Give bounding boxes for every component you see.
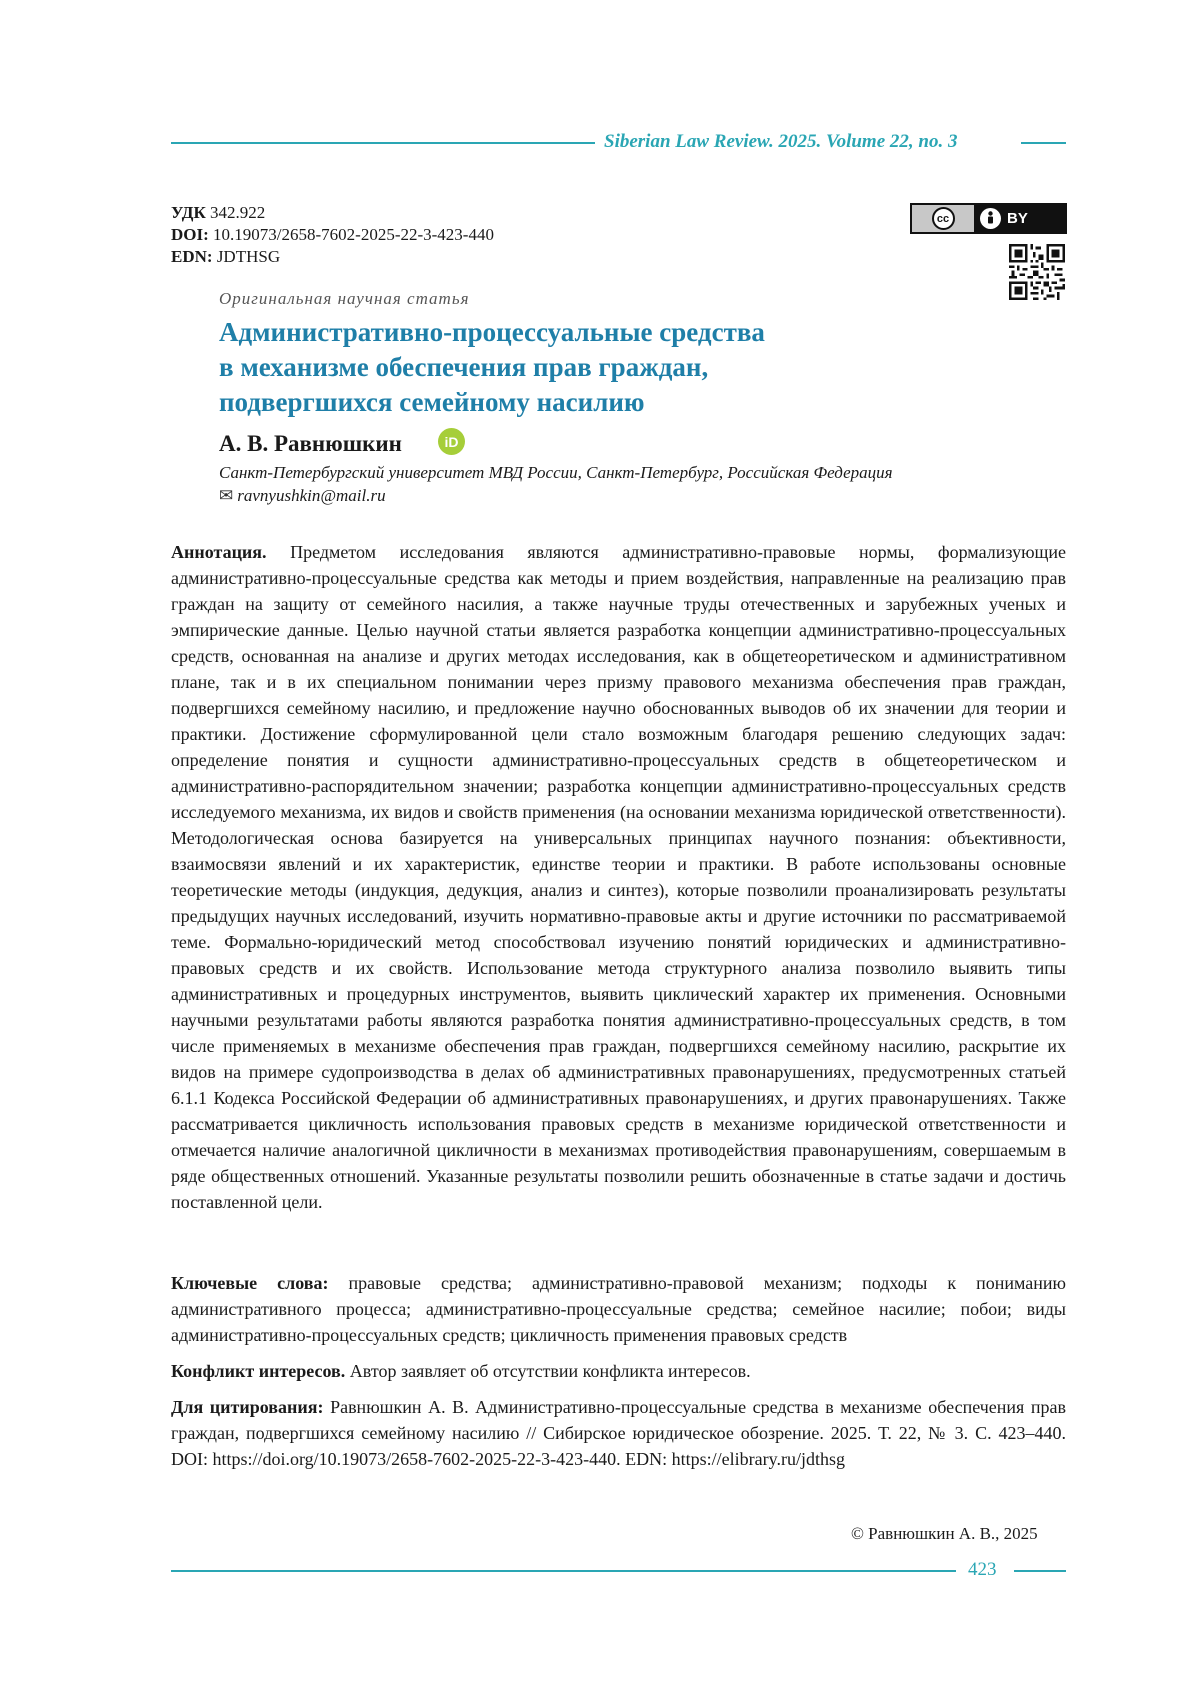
- header-rule-right: [1021, 142, 1066, 144]
- author-name: А. В. Равнюшкин: [219, 431, 402, 456]
- header-rule-left: [171, 142, 595, 144]
- author-affiliation: Санкт-Петербургский университет МВД России, Санкт-Петербург, Российская Федерация: [219, 463, 893, 482]
- orcid-icon[interactable]: iD: [438, 428, 465, 455]
- author-email-line: [219, 486, 386, 506]
- article-type: Оригинальная научная статья: [219, 289, 470, 308]
- keywords: [171, 1270, 1066, 1348]
- citation-text: Равнюшкин А. В. Административно-процессуальные средства в механизме обеспечения прав граждан, подвергшихся семейному насилию // Сибирское юридическое обозрение. 2025. Т. 22, № 3. С. 423–440. DOI: https://doi.org/10.19073/2658-7602-2025-22-3-423-440. EDN: https://elibrary.ru/jdthsg: [171, 1397, 1067, 1469]
- journal-running-header: Siberian Law Review. 2025. Volume 22, no. 3: [604, 131, 958, 152]
- abstract-label: Аннотация.: [171, 542, 267, 562]
- title-line: подвергшихся семейному насилию: [219, 387, 645, 417]
- envelope-icon: ✉: [219, 486, 234, 505]
- title-line: Административно-процессуальные средства: [219, 317, 765, 347]
- cc-by-license-icon[interactable]: [910, 203, 1067, 234]
- article-title: [219, 315, 859, 420]
- abstract-text: Предметом исследования являются административно-правовые нормы, формализующие административно-процессуальные средства как методы и прием воздействия, направленные на реализацию прав граждан на защиту от семейного насилия, а также научные труды отечественных и зарубежных ученых и эмпирические данные. Целью научной статьи является разработка концепции административно-процессуальных средств, основанная на анализе и других методах исследования, как в общетеоретическом и административном плане, так и в их специальном понимании через призму правового механизма обеспечения прав граждан, подвергшихся семейному насилию, и предложение научно обоснованных выводов об их значении для теории и практики. Достижение сформулированной цели стало возможным благодаря решению следующих задач: определение понятия и сущности административно-процессуальных средств в общетеоретическом и административно-распорядительном значении; разработка концепции административно-процессуальных средств исследуемого механизма, их видов и свойств применения (на основании механизма юридической ответственности). Методологическая основа базируется на универсальных принципах научного познания: объективности, взаимосвязи явлений и их характеристик, единстве теории и практики. В работе использованы основные теоретические методы (индукция, дедукция, анализ и синтез), которые позволили проанализировать результаты предыдущих научных исследований, изучить нормативно-правовые акты и другие источники по рассматриваемой теме. Формально-юридический метод способствовал изучению понятий юридических и административно-правовых средств и их свойств. Использование метода структурного анализа позволило выявить типы административных и процедурных инструментов, выявить циклический характер их применения. Основными научными результатами работы являются разработка понятия административно-процессуальных средств, в том числе применяемых в механизме обеспечения прав граждан, подвергшихся семейному насилию, раскрытие их видов на примере судопроизводства в делах об административных правонарушениях, предусмотренных статьей 6.1.1 Кодекса Российской Федерации об административных правонарушениях, и других правонарушениях. Также рассматривается цикличность использования правовых средств в механизме юридической ответственности и отмечается наличие аналогичной цикличности в механизмах противодействия правонарушениям, совершаемым в ряде общественных отношений. Указанные результаты позволили решить обозначенные в статье задачи и достичь поставленной цели.: [171, 542, 1066, 1212]
- udk-line: УДК 342.922: [171, 203, 266, 222]
- conflict-label: Конфликт интересов.: [171, 1361, 346, 1381]
- title-line: в механизме обеспечения прав граждан,: [219, 352, 709, 382]
- edn-line: EDN: JDTHSG: [171, 247, 281, 266]
- abstract: [171, 539, 1066, 1215]
- article-metadata: [171, 202, 494, 268]
- conflict-of-interest: [171, 1358, 1066, 1384]
- footer-rule-left: [171, 1570, 956, 1572]
- doi-line: DOI: 10.19073/2658-7602-2025-22-3-423-440: [171, 225, 494, 244]
- cc-logo: [912, 205, 974, 232]
- conflict-text: Автор заявляет об отсутствии конфликта интересов.: [349, 1361, 751, 1381]
- by-label: BY: [1007, 210, 1028, 227]
- citation: [171, 1394, 1066, 1472]
- attribution-person-icon: [980, 208, 1001, 229]
- page-number: 423: [968, 1559, 997, 1580]
- copyright: © Равнюшкин А. В., 2025: [851, 1524, 1038, 1543]
- cc-circle-icon: cc: [932, 207, 955, 230]
- keywords-label: Ключевые слова:: [171, 1273, 329, 1293]
- citation-label: Для цитирования:: [171, 1397, 324, 1417]
- qr-code-icon[interactable]: [1009, 244, 1065, 300]
- footer-rule-right: [1014, 1570, 1066, 1572]
- author-email[interactable]: ravnyushkin@mail.ru: [237, 486, 386, 505]
- keywords-text: правовые средства; административно-правовой механизм; подходы к пониманию административного процесса; административно-процессуальные средства; семейное насилие; побои; виды административно-процессуальных средств; цикличность применения правовых средств: [171, 1273, 1066, 1345]
